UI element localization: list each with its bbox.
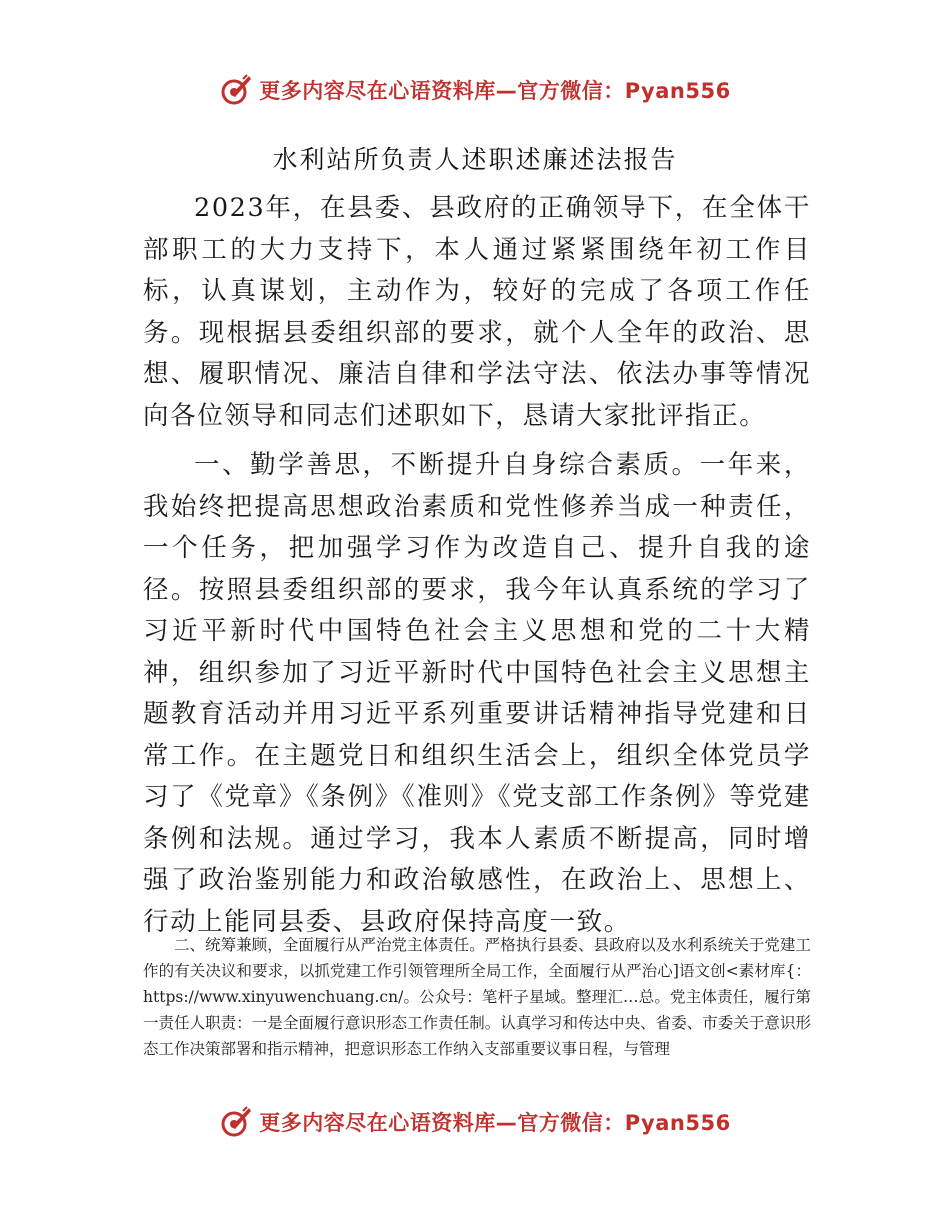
small-paragraph: 二、统筹兼顾，全面履行从严治党主体责任。严格执行县委、县政府以及水利系统关于党建工作的有关决议和要求，以抓党建工作引领管理所全局工作，全面履行从严治心]语文创<素材库{：https://www.xinyuwenchuang.cn/。公众号：笔杆子星域。整理汇…总。党主体责任，履行第一责任人职责：一是全面履行意识形态工作责任制。认真学习和传达中央、省委、市委关于意识形态工作决策部署和指示精神，把意识形态工作纳入支部重要议事日程，与管理 [143,936,811,1058]
quill-seal-icon [219,73,253,107]
document-title: 水利站所负责人述职述廉述法报告 [272,145,678,174]
banner-text: 更多内容尽在心语资料库—官方微信：Pyan556 [259,79,731,103]
body-paragraph: 一、勤学善思，不断提升自身综合素质。一年来，我始终把提高思想政治素质和党性修养当成一种责任，一个任务，把加强学习作为改造自己、提升自我的途径。按照县委组织部的要求，我今年认真系统的学习了习近平新时代中国特色社会主义思想和党的二十大精神，组织参加了习近平新时代中国特色社会主义思想主题教育活动并用习近平系列重要讲话精神指导党建和日常工作。在主题党日和组织生活会上，组织全体党员学习了《党章》《条例》《准则》《党支部工作条例》等党建条例和法规。通过学习，我本人素质不断提高，同时增强了政治鉴别能力和政治敏感性，在政治上、思想上、行动上能同县委、县政府保持高度一致。 [143,450,811,937]
body-paragraph: 2023年，在县委、县政府的正确领导下，在全体干部职工的大力支持下，本人通过紧紧围绕年初工作目标，认真谋划，主动作为，较好的完成了各项工作任务。现根据县委组织部的要求，就个人全年的政治、思想、履职情况、廉洁自律和学法守法、依法办事等情况向各位领导和同志们述职如下，恳请大家批评指正。 [143,193,811,431]
document-body [143,188,811,949]
quill-seal-icon [219,1105,253,1139]
banner-text: 更多内容尽在心语资料库—官方微信：Pyan556 [259,1111,731,1135]
header-banner [0,70,950,110]
footer-banner [0,1102,950,1142]
